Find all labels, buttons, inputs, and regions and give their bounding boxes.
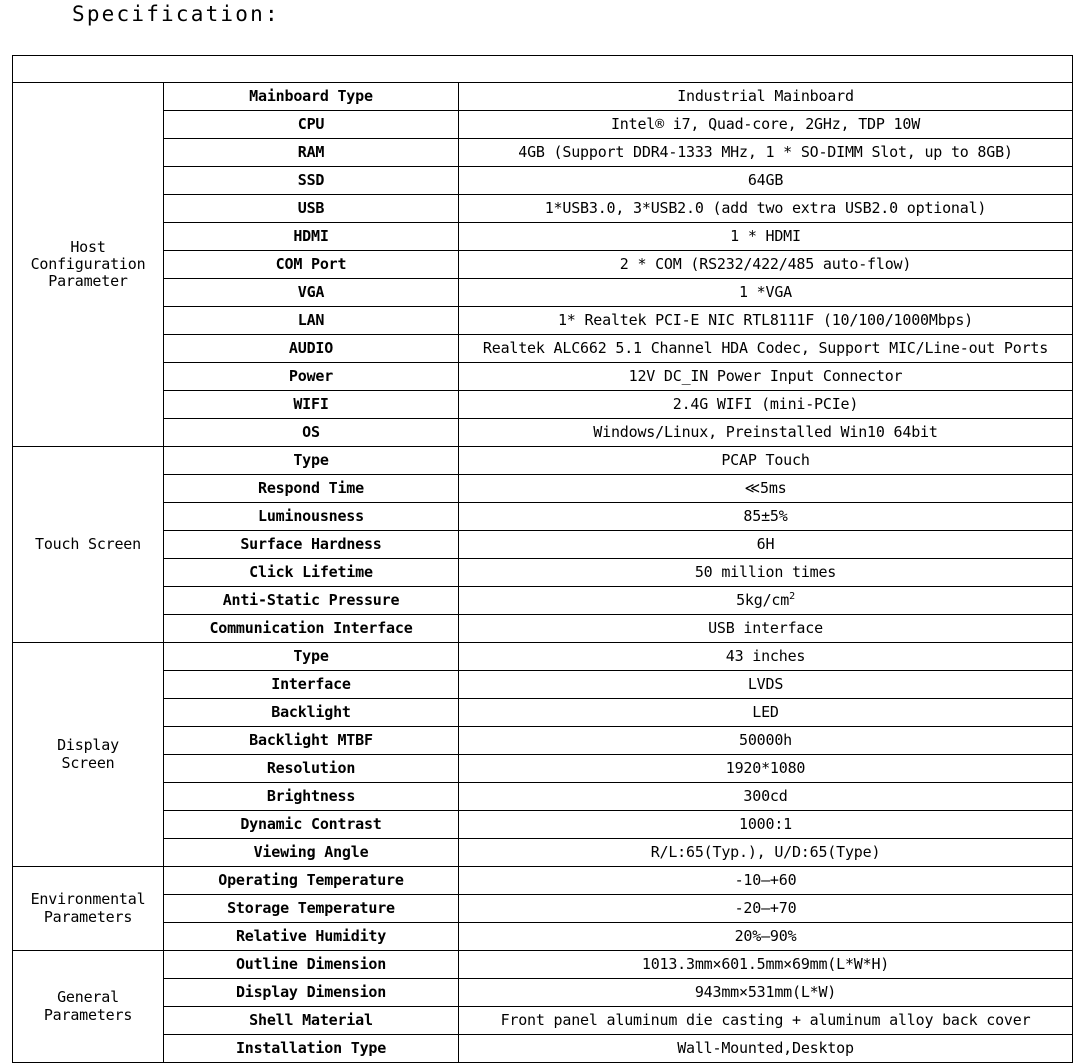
- table-row: [13, 139, 1073, 167]
- table-row: [13, 699, 1073, 727]
- parameter-value-cell: 1013.3mm×601.5mm×69mm(L*W*H): [459, 951, 1073, 979]
- specification-table-wrapper: [12, 55, 1072, 1063]
- page-title: Specification:: [72, 2, 280, 26]
- parameter-value-cell: 943mm×531mm(L*W): [459, 979, 1073, 1007]
- specification-table: [12, 55, 1073, 1063]
- parameter-label-cell: USB: [164, 195, 459, 223]
- specification-table-body: [13, 56, 1073, 1063]
- parameter-value-cell: 2 * COM (RS232/422/485 auto-flow): [459, 251, 1073, 279]
- parameter-value-cell: 1 * HDMI: [459, 223, 1073, 251]
- table-row: [13, 587, 1073, 615]
- parameter-label-cell: Type: [164, 447, 459, 475]
- table-row: [13, 895, 1073, 923]
- parameter-label-cell: SSD: [164, 167, 459, 195]
- parameter-value-cell: Industrial Mainboard: [459, 83, 1073, 111]
- parameter-label-cell: Relative Humidity: [164, 923, 459, 951]
- parameter-label-cell: WIFI: [164, 391, 459, 419]
- parameter-value-cell: R/L:65(Typ.), U/D:65(Type): [459, 839, 1073, 867]
- parameter-value-cell: 4GB (Support DDR4-1333 MHz, 1 * SO-DIMM Slot, up to 8GB): [459, 139, 1073, 167]
- table-row: [13, 279, 1073, 307]
- section-label-cell: General Parameters: [13, 951, 164, 1063]
- parameter-label-cell: Power: [164, 363, 459, 391]
- parameter-label-cell: LAN: [164, 307, 459, 335]
- parameter-value-cell: Wall-Mounted,Desktop: [459, 1035, 1073, 1063]
- parameter-label-cell: Display Dimension: [164, 979, 459, 1007]
- table-row: [13, 251, 1073, 279]
- parameter-label-cell: Viewing Angle: [164, 839, 459, 867]
- parameter-value-cell: 43 inches: [459, 643, 1073, 671]
- parameter-value-cell: Front panel aluminum die casting + aluminum alloy back cover: [459, 1007, 1073, 1035]
- table-row: [13, 979, 1073, 1007]
- table-row: [13, 839, 1073, 867]
- table-row: [13, 783, 1073, 811]
- parameter-value-cell: -20—+70: [459, 895, 1073, 923]
- parameter-label-cell: RAM: [164, 139, 459, 167]
- table-row: [13, 195, 1073, 223]
- parameter-label-cell: Click Lifetime: [164, 559, 459, 587]
- table-row: [13, 755, 1073, 783]
- parameter-label-cell: Luminousness: [164, 503, 459, 531]
- table-row: [13, 391, 1073, 419]
- table-row: [13, 363, 1073, 391]
- section-label-cell: Host Configuration Parameter: [13, 83, 164, 447]
- parameter-value-cell: LVDS: [459, 671, 1073, 699]
- table-row: [13, 531, 1073, 559]
- parameter-label-cell: Installation Type: [164, 1035, 459, 1063]
- parameter-value-cell: 1920*1080: [459, 755, 1073, 783]
- parameter-value-cell: $5kg/cm^2$: [459, 587, 1073, 615]
- parameter-label-cell: Resolution: [164, 755, 459, 783]
- parameter-label-cell: Dynamic Contrast: [164, 811, 459, 839]
- table-row: [13, 419, 1073, 447]
- parameter-label-cell: Surface Hardness: [164, 531, 459, 559]
- parameter-value-cell: 1*USB3.0, 3*USB2.0 (add two extra USB2.0 optional): [459, 195, 1073, 223]
- parameter-value-cell: 50000h: [459, 727, 1073, 755]
- parameter-value-cell: 1 *VGA: [459, 279, 1073, 307]
- parameter-label-cell: Backlight MTBF: [164, 727, 459, 755]
- parameter-label-cell: Backlight: [164, 699, 459, 727]
- parameter-label-cell: Type: [164, 643, 459, 671]
- table-row: [13, 335, 1073, 363]
- parameter-value-cell: Intel® i7, Quad-core, 2GHz, TDP 10W: [459, 111, 1073, 139]
- parameter-label-cell: OS: [164, 419, 459, 447]
- parameter-value-cell: 300cd: [459, 783, 1073, 811]
- parameter-label-cell: HDMI: [164, 223, 459, 251]
- table-row: [13, 727, 1073, 755]
- table-row: [13, 923, 1073, 951]
- table-row: [13, 111, 1073, 139]
- parameter-value-cell: Realtek ALC662 5.1 Channel HDA Codec, Support MIC/Line-out Ports: [459, 335, 1073, 363]
- table-row: [13, 643, 1073, 671]
- parameter-value-cell: Windows/Linux, Preinstalled Win10 64bit: [459, 419, 1073, 447]
- parameter-value-cell: 64GB: [459, 167, 1073, 195]
- table-row: [13, 83, 1073, 111]
- table-row: [13, 475, 1073, 503]
- table-row: [13, 811, 1073, 839]
- parameter-label-cell: Storage Temperature: [164, 895, 459, 923]
- parameter-label-cell: VGA: [164, 279, 459, 307]
- parameter-label-cell: Outline Dimension: [164, 951, 459, 979]
- table-header-row: [13, 56, 1073, 83]
- parameter-value-cell: 6H: [459, 531, 1073, 559]
- table-header-blank-cell: [13, 56, 1073, 83]
- section-label-cell: Environmental Parameters: [13, 867, 164, 951]
- parameter-label-cell: Mainboard Type: [164, 83, 459, 111]
- parameter-value-cell: LED: [459, 699, 1073, 727]
- parameter-label-cell: Shell Material: [164, 1007, 459, 1035]
- parameter-value-cell: 2.4G WIFI (mini-PCIe): [459, 391, 1073, 419]
- parameter-value-cell: 20%—90%: [459, 923, 1073, 951]
- parameter-label-cell: Respond Time: [164, 475, 459, 503]
- parameter-value-cell: -10—+60: [459, 867, 1073, 895]
- parameter-label-cell: AUDIO: [164, 335, 459, 363]
- parameter-label-cell: Brightness: [164, 783, 459, 811]
- table-row: [13, 167, 1073, 195]
- parameter-value-cell: 50 million times: [459, 559, 1073, 587]
- section-label-cell: Display Screen: [13, 643, 164, 867]
- parameter-label-cell: Interface: [164, 671, 459, 699]
- parameter-label-cell: CPU: [164, 111, 459, 139]
- table-row: [13, 951, 1073, 979]
- table-row: [13, 503, 1073, 531]
- value-superscript: 2: [789, 590, 795, 602]
- parameter-value-cell: USB interface: [459, 615, 1073, 643]
- table-row: [13, 559, 1073, 587]
- section-label-cell: Touch Screen: [13, 447, 164, 643]
- parameter-label-cell: Operating Temperature: [164, 867, 459, 895]
- parameter-value-cell: 85±5%: [459, 503, 1073, 531]
- parameter-value-cell: ≪5ms: [459, 475, 1073, 503]
- parameter-label-cell: COM Port: [164, 251, 459, 279]
- parameter-value-cell: 12V DC_IN Power Input Connector: [459, 363, 1073, 391]
- table-row: [13, 307, 1073, 335]
- parameter-value-cell: 1000:1: [459, 811, 1073, 839]
- table-row: [13, 223, 1073, 251]
- table-row: [13, 867, 1073, 895]
- table-row: [13, 1007, 1073, 1035]
- parameter-value-cell: 1* Realtek PCI-E NIC RTL8111F (10/100/1000Mbps): [459, 307, 1073, 335]
- table-row: [13, 615, 1073, 643]
- parameter-value-cell: PCAP Touch: [459, 447, 1073, 475]
- table-row: [13, 447, 1073, 475]
- parameter-label-cell: Anti-Static Pressure: [164, 587, 459, 615]
- table-row: [13, 1035, 1073, 1063]
- parameter-label-cell: Communication Interface: [164, 615, 459, 643]
- table-row: [13, 671, 1073, 699]
